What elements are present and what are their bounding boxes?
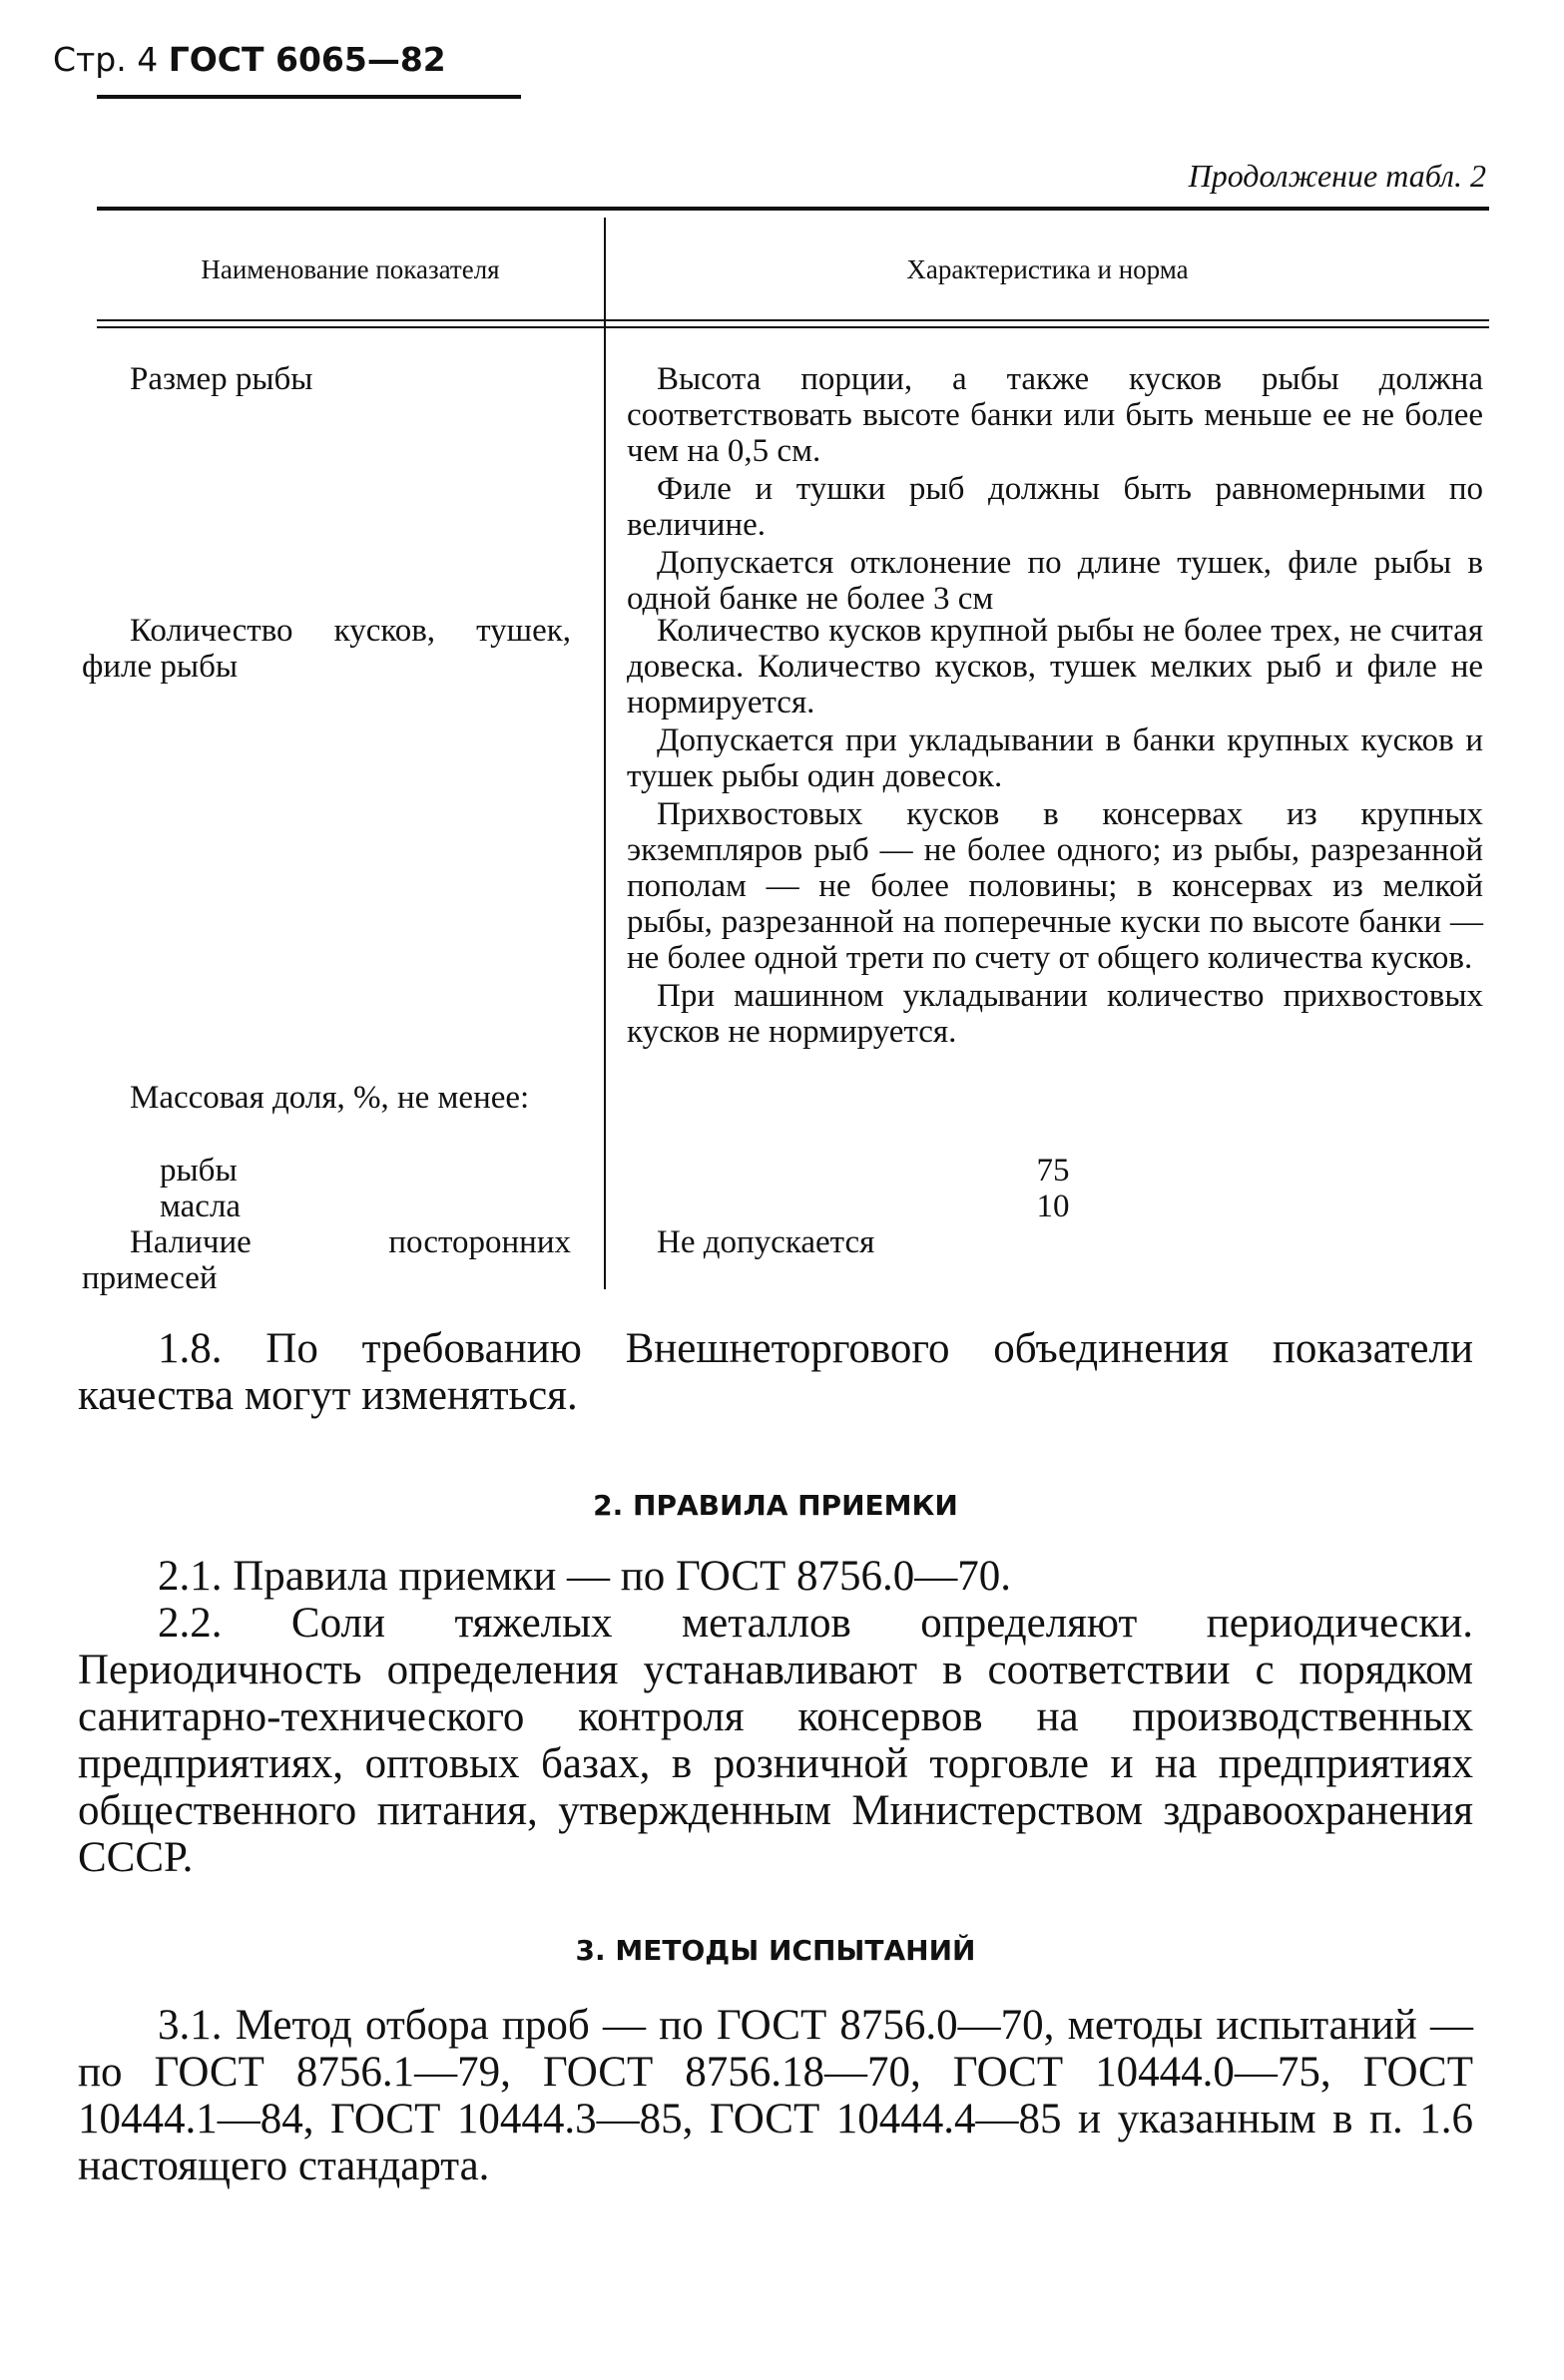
section-2-body bbox=[78, 1553, 1473, 1881]
table-continuation-label: Продолжение табл. 2 bbox=[1188, 158, 1486, 194]
standard-number: ГОСТ 6065—82 bbox=[168, 40, 446, 79]
table-top-rule bbox=[97, 207, 1489, 211]
row-name-piece-count: Количество кусков, тушек, филе рыбы bbox=[82, 613, 571, 685]
subrow-label-fish: рыбы bbox=[160, 1153, 238, 1189]
row-name-foreign-impurities: Наличие посторонних примесей bbox=[82, 1224, 571, 1296]
page-number: Стр. 4 bbox=[53, 40, 159, 79]
table-header-rule-double bbox=[97, 326, 1489, 328]
column-header-norm: Характеристика и норма bbox=[906, 254, 1189, 284]
subrow-value-fish: 75 bbox=[1036, 1153, 1070, 1189]
section-3-body bbox=[78, 2002, 1473, 2189]
section-2-title: 2. ПРАВИЛА ПРИЕМКИ bbox=[593, 1489, 958, 1522]
norm-paragraph: Допускается отклонение по длине тушек, филе рыбы в одной банке не более 3 см bbox=[627, 545, 1483, 617]
norm-paragraph: При машинном укладывании количество прихвостовых кусков не нормируется. bbox=[627, 978, 1483, 1050]
header-underline bbox=[97, 95, 521, 99]
paragraph: 3.1. Метод отбора проб — по ГОСТ 8756.0—70, методы испытаний — по ГОСТ 8756.1—79, ГОСТ 8756.18—70, ГОСТ 10444.0—75, ГОСТ 10444.1—84, ГОСТ 10444.3—85, ГОСТ 10444.4—85 и указанным в п. 1.6 настоящего стандарта. bbox=[78, 2002, 1473, 2189]
norm-paragraph: Филе и тушки рыб должны быть равномерными по величине. bbox=[627, 471, 1483, 543]
norm-paragraph: Допускается при укладывании в банки крупных кусков и тушек рыбы один довесок. bbox=[627, 722, 1483, 794]
clause-1-8 bbox=[78, 1325, 1473, 1419]
section-3-title: 3. МЕТОДЫ ИСПЫТАНИЙ bbox=[575, 1934, 976, 1967]
paragraph: 1.8. По требованию Внешнеторгового объединения показатели качества могут изменяться. bbox=[78, 1325, 1473, 1419]
norm-paragraph: Высота порции, а также кусков рыбы должна соответствовать высоте банки или быть меньше ее не более чем на 0,5 см. bbox=[627, 361, 1483, 469]
row-name-fish-size: Размер рыбы bbox=[130, 361, 313, 397]
subrow-label-oil: масла bbox=[160, 1189, 242, 1224]
norm-paragraph: Количество кусков крупной рыбы не более трех, не считая довеска. Количество кусков, тушек мелких рыб и филе не нормируется. bbox=[627, 613, 1483, 720]
table-column-divider bbox=[604, 218, 606, 1289]
row-norm-foreign-impurities bbox=[627, 1224, 1483, 1260]
subrow-value-oil: 10 bbox=[1036, 1189, 1070, 1224]
page-header bbox=[53, 40, 446, 79]
paragraph: 2.1. Правила приемки — по ГОСТ 8756.0—70. bbox=[158, 1553, 1012, 1600]
column-header-indicator: Наименование показателя bbox=[201, 254, 500, 284]
row-name-mass-fraction: Массовая доля, %, не менее: bbox=[130, 1080, 530, 1116]
norm-value: Не допускается bbox=[657, 1224, 875, 1260]
row-norm-piece-count bbox=[627, 613, 1483, 1050]
table-header-rule bbox=[97, 319, 1489, 321]
row-norm-fish-size bbox=[627, 361, 1483, 617]
paragraph: 2.2. Соли тяжелых металлов определяют периодически. Периодичность определения устанавливают в соответствии с порядком санитарно-технического контроля консервов на производственных предприятиях, оптовых базах, в розничной торговле и на предприятиях общественного питания, утвержденным Министерством здравоохранения СССР. bbox=[78, 1600, 1473, 1881]
norm-paragraph: Прихвостовых кусков в консервах из крупных экземпляров рыб — не более одного; из рыбы, разрезанной пополам — не более половины; в консервах из мелкой рыбы, разрезанной на поперечные куски по высоте банки — не более одной трети по счету от общего количества кусков. bbox=[627, 796, 1483, 976]
